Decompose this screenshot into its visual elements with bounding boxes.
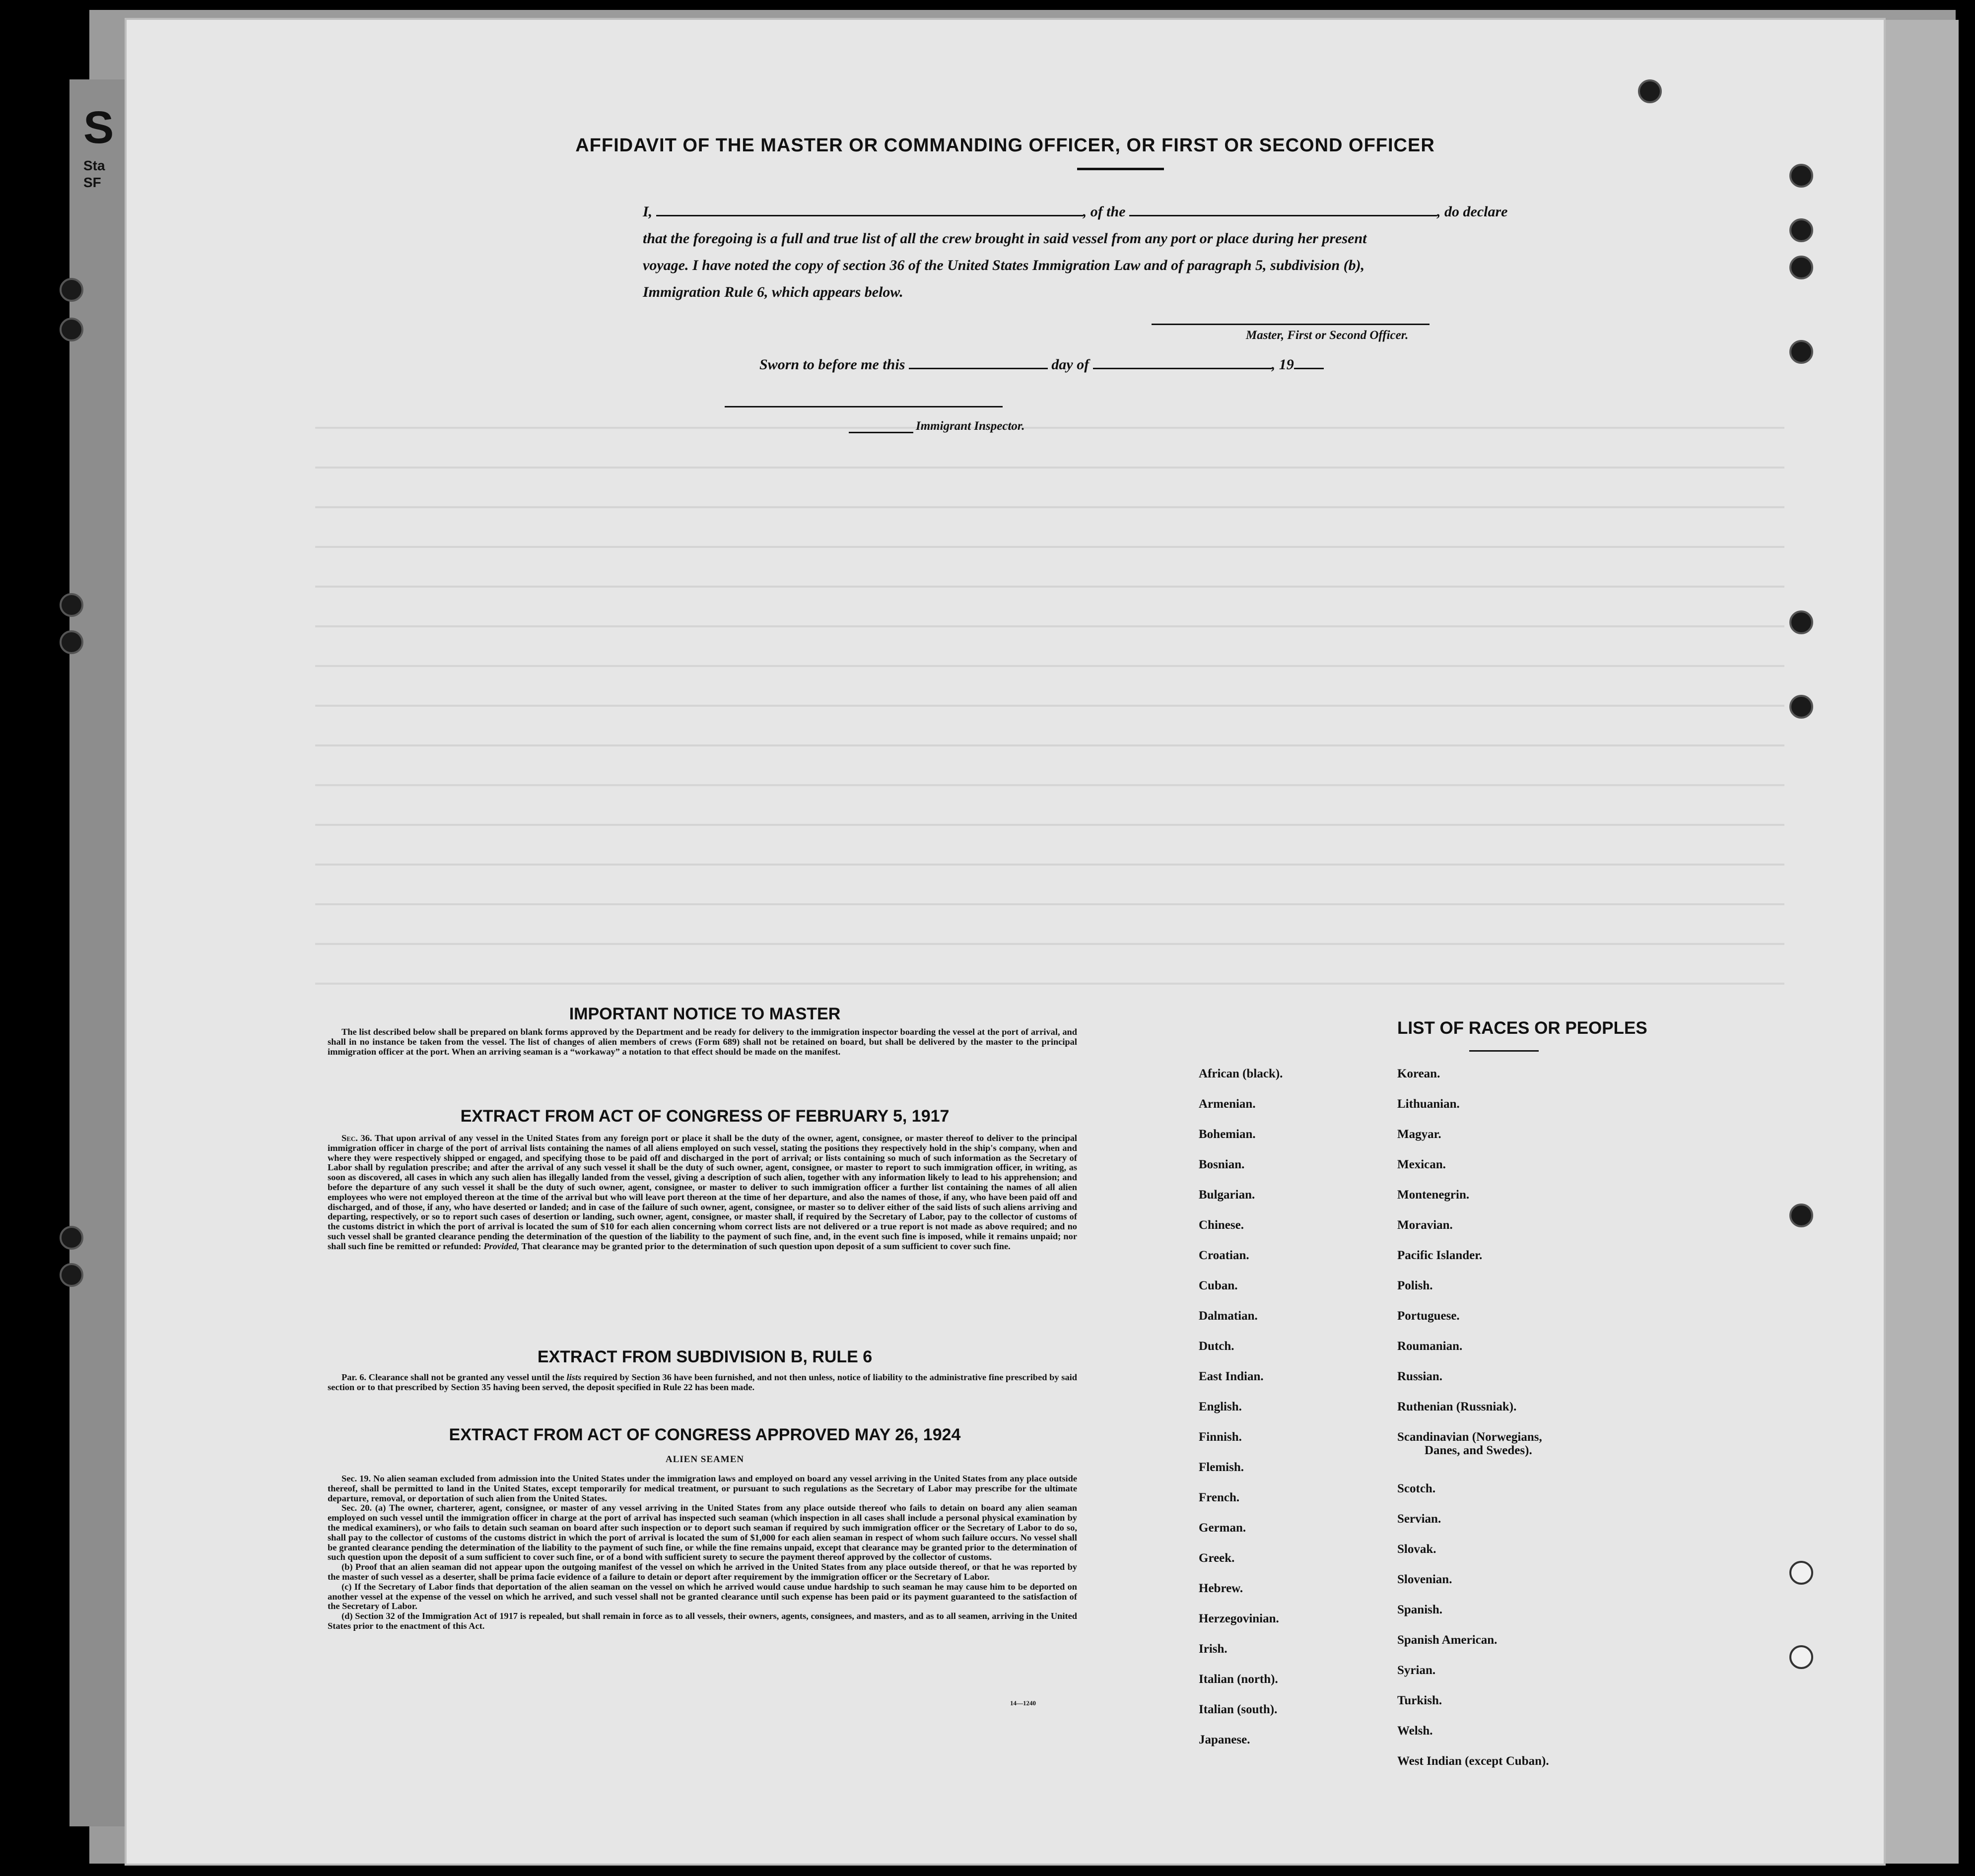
race-item: Italian (south). xyxy=(1199,1703,1278,1716)
race-item: Irish. xyxy=(1199,1642,1227,1656)
race-item: Roumanian. xyxy=(1397,1340,1463,1353)
race-item: French. xyxy=(1199,1491,1240,1504)
race-item: Dutch. xyxy=(1199,1340,1234,1353)
race-item: Chinese. xyxy=(1199,1218,1244,1232)
race-item: Pacific Islander. xyxy=(1397,1249,1483,1262)
race-item: Scandinavian (Norwegians, xyxy=(1397,1430,1542,1444)
binder-hole xyxy=(1789,1645,1813,1669)
extract-1917-title: EXTRACT FROM ACT OF CONGRESS OF FEBRUARY 5, 1917 xyxy=(460,1107,950,1126)
race-item: Bohemian. xyxy=(1199,1128,1256,1141)
sworn-line xyxy=(759,351,1405,378)
binder-hole xyxy=(60,630,83,654)
affidavit-title: AFFIDAVIT OF THE MASTER OR COMMANDING OFFICER, OR FIRST OR SECOND OFFICER xyxy=(575,135,1435,156)
race-item: East Indian. xyxy=(1199,1370,1264,1383)
sec19-text: Sec. 19. No alien seaman excluded from admission into the United States under the immigration laws and employed on board any vessel arriving in the United States from any place outside thereof, shall be permitted to land in the United States, except temporarily for medical treatment, or pursuant to such regulations as the Secretary of Labor may prescribe for the ultimate departure, removal, or deportation of such alien from the United States. xyxy=(328,1474,1077,1503)
race-item: West Indian (except Cuban). xyxy=(1397,1754,1549,1768)
sworn-day-blank[interactable] xyxy=(909,354,1048,369)
race-item: Japanese. xyxy=(1199,1733,1250,1746)
declaration-line-3: voyage. I have noted the copy of section 36 of the United States Immigration Law and of paragraph 5, subdivision (b), xyxy=(643,257,1365,273)
races-rule xyxy=(1469,1050,1539,1052)
race-item: Spanish American. xyxy=(1397,1633,1498,1647)
race-item: German. xyxy=(1199,1521,1246,1535)
binder-hole xyxy=(60,1226,83,1250)
provided-word: Provided, xyxy=(483,1241,520,1251)
race-item: Russian. xyxy=(1397,1370,1443,1383)
race-item: Magyar. xyxy=(1397,1128,1441,1141)
race-item: Hebrew. xyxy=(1199,1582,1243,1595)
binder-hole xyxy=(1789,695,1813,719)
race-item: Greek. xyxy=(1199,1551,1235,1565)
binder-hole xyxy=(1789,164,1813,188)
race-item: Montenegrin. xyxy=(1397,1188,1470,1202)
sec36-label: Sec. 36. xyxy=(341,1133,372,1143)
race-item: Cuban. xyxy=(1199,1279,1238,1292)
inspector-dash xyxy=(849,432,913,433)
sec20c-text: (c) If the Secretary of Labor finds that deportation of the alien seaman on the vessel on which he arrived would cause undue hardship to such seaman he may cause him to be deported on another vessel at the expense of the vessel on which he arrived, and such vessel shall not be granted clearance until such expense has been paid or its payment guaranteed to the satisfaction of the Secretary of Labor. xyxy=(328,1581,1077,1611)
form-number: 14—1240 xyxy=(1010,1699,1036,1707)
declaration-line-1 xyxy=(643,199,1596,225)
vessel-blank[interactable] xyxy=(1129,201,1437,216)
bleed-through-rows xyxy=(127,20,1884,1012)
binder-hole xyxy=(1638,79,1662,103)
race-item: Flemish. xyxy=(1199,1461,1244,1474)
race-item: Herzegovinian. xyxy=(1199,1612,1279,1625)
declaration-line-4: Immigration Rule 6, which appears below. xyxy=(643,284,903,300)
race-item: Moravian. xyxy=(1397,1218,1453,1232)
race-item: Servian. xyxy=(1397,1512,1441,1526)
master-signature-label: Master, First or Second Officer. xyxy=(1246,329,1409,342)
races-title: LIST OF RACES OR PEOPLES xyxy=(1397,1018,1647,1038)
declaration-line-2: that the foregoing is a full and true list of all the crew brought in said vessel from any port or place during her present xyxy=(643,230,1367,247)
sworn-month-blank[interactable] xyxy=(1093,354,1272,369)
extract-1917-text xyxy=(328,1134,1077,1252)
extract-rule6-text xyxy=(328,1373,1077,1393)
declaration-i: I, xyxy=(643,203,653,220)
rule6-text-b: required by Section 36 have been furnished, and not then unless, notice of liability to the administrative fine prescribed by said section or to that prescribed by Section 35 having been served, the deposit specified in Rule 22 has been made. xyxy=(328,1372,1077,1392)
rule6-text-a: Par. 6. Clearance shall not be granted any vessel until the xyxy=(341,1372,564,1382)
race-item: Armenian. xyxy=(1199,1097,1256,1111)
race-item: Italian (north). xyxy=(1199,1673,1278,1686)
sworn-day-of: day of xyxy=(1051,356,1090,373)
binder-hole xyxy=(1789,1204,1813,1227)
race-item: Danes, and Swedes). xyxy=(1425,1444,1532,1457)
rule6-lists-word: lists xyxy=(566,1372,582,1382)
race-item: Dalmatian. xyxy=(1199,1309,1258,1323)
binder-hole xyxy=(60,593,83,617)
binder-hole xyxy=(1789,340,1813,364)
inspector-signature-line[interactable] xyxy=(725,406,1003,407)
binder-hole xyxy=(60,278,83,302)
race-item: Portuguese. xyxy=(1397,1309,1460,1323)
race-item: Scotch. xyxy=(1397,1482,1436,1495)
sworn-year-blank[interactable] xyxy=(1294,354,1324,369)
race-item: Welsh. xyxy=(1397,1724,1433,1738)
declaration-declare: , do declare xyxy=(1437,203,1508,220)
sec20a-text: Sec. 20. (a) The owner, charterer, agent, consignee, or master of any vessel arriving in the United States from any place outside thereof who fails to detain on board any alien seaman employed on such vessel until the immigration officer in charge at the port of arrival has inspected such seaman (which inspection in all cases shall include a personal physical examination by the medical examiners), or who fails to detain such seaman on board after such inspection or to deport such seaman if required by such immigration officer or the Secretary of Labor to do so, shall pay to the collector of customs of the customs district in which the port of arrival is located the sum of $1,000 for each alien seaman in respect of whom such failure occurs. No vessel shall be granted clearance pending the determination of the liability to the payment of such fine, or while the fine remains unpaid, except that clearance may be granted prior to the determination of such question upon the deposit of a sum sufficient to cover such fine, or of a bond with sufficient surety to secure the payment thereof approved by the collector of customs. xyxy=(328,1503,1077,1562)
sec20b-text: (b) Proof that an alien seaman did not appear upon the outgoing manifest of the vessel on which he arrived in the United States from any place outside thereof, or that he was reported by the master of such vessel as a deserter, shall be prima facie evidence of a failure to detain or deport after requirement by the immigration officer or the Secretary of Labor. xyxy=(328,1562,1077,1582)
race-item: Bulgarian. xyxy=(1199,1188,1255,1202)
inspector-signature-label: Immigrant Inspector. xyxy=(916,419,1025,433)
name-blank[interactable] xyxy=(656,201,1083,216)
margin-fragment-2: SF xyxy=(83,175,101,190)
race-item: Croatian. xyxy=(1199,1249,1249,1262)
margin-letter: S xyxy=(83,102,114,153)
binder-hole xyxy=(1789,256,1813,279)
race-item: English. xyxy=(1199,1400,1242,1413)
race-item: Slovak. xyxy=(1397,1542,1436,1556)
title-rule xyxy=(1077,168,1164,170)
race-item: Finnish. xyxy=(1199,1430,1242,1444)
notice-title: IMPORTANT NOTICE TO MASTER xyxy=(569,1005,841,1023)
race-item: Ruthenian (Russniak). xyxy=(1397,1400,1517,1413)
race-item: Spanish. xyxy=(1397,1603,1443,1616)
race-item: Syrian. xyxy=(1397,1664,1436,1677)
sworn-text: Sworn to before me this xyxy=(759,356,905,373)
race-item: Turkish. xyxy=(1397,1694,1442,1707)
binder-hole xyxy=(60,1263,83,1287)
sworn-year: , 19 xyxy=(1271,356,1294,373)
race-item: Bosnian. xyxy=(1199,1158,1245,1171)
extract-rule6-title: EXTRACT FROM SUBDIVISION B, RULE 6 xyxy=(537,1347,873,1366)
binder-hole xyxy=(1789,218,1813,242)
extract-1924-title: EXTRACT FROM ACT OF CONGRESS APPROVED MAY 26, 1924 xyxy=(449,1425,961,1444)
extract-1924-text xyxy=(328,1474,1077,1631)
margin-fragment-1: Sta xyxy=(83,158,105,173)
manifest-page xyxy=(127,20,1884,1864)
race-item: Korean. xyxy=(1397,1067,1440,1080)
race-item: Slovenian. xyxy=(1397,1573,1452,1586)
binder-hole xyxy=(60,318,83,341)
binder-hole xyxy=(1789,610,1813,634)
notice-text xyxy=(328,1027,1077,1057)
binder-hole xyxy=(1789,1561,1813,1585)
race-item: African (black). xyxy=(1199,1067,1283,1080)
notice-paragraph: The list described below shall be prepared on blank forms approved by the Department and be ready for delivery to the immigration inspector boarding the vessel at the port of arrival, and shall in no instance be taken from the vessel. The list of changes of alien members of crews (Form 689) shall not be retained on board, but shall be delivered by the master to the principal immigration officer at the port. When an arriving seaman is a “workaway” a notation to that effect should be made on the manifest. xyxy=(328,1027,1077,1057)
race-item: Mexican. xyxy=(1397,1158,1446,1171)
sec20d-text: (d) Section 32 of the Immigration Act of 1917 is repealed, but shall remain in force as to all vessels, their owners, agents, consignees, and masters, and as to all seamen, arriving in the United States prior to the enactment of this Act. xyxy=(328,1611,1077,1631)
master-signature-line[interactable] xyxy=(1152,324,1430,325)
race-item: Lithuanian. xyxy=(1397,1097,1460,1111)
alien-seamen-subtitle: ALIEN SEAMEN xyxy=(665,1454,745,1465)
sec36-text: That upon arrival of any vessel in the United States from any foreign port or place it shall be the duty of the owner, agent, consignee, or master thereof to deliver to the principal immigration officer in charge of the port of arrival lists containing the names of all aliens employed on such vessel, stating the positions they respectively hold in the ship's company, when and where they were respectively shipped or engaged, and specifying those to be paid off and discharged in the port of arrival; or lists containing so much of such information as the Secretary of Labor shall by regulation prescribe; and after the arrival of any such vessel it shall be the duty of such owner, agent, consignee, or master to report to such immigration officer, in writing, as soon as discovered, all cases in which any such alien has illegally landed from the vessel, giving a description of such alien, together with any information likely to lead to his apprehension; and before the departure of any such vessel it shall be the duty of such owner, agent, consignee, or master to deliver to such immigration officer a further list containing the names of all alien employees who were not employed thereon at the time of the arrival but who will leave port thereon at the time of her departure, and also the names of those, if any, who have been paid off and discharged, and of those, if any, who have deserted or landed; and in case of the failure of such owner, agent, consignee, or master so to deliver either of the said lists of such aliens arriving and departing, respectively, or so to report such cases of desertion or landing, such owner, agent, consignee, or master shall, if required by the Secretary of Labor, pay to the collector of customs of the customs district in which the port of arrival is located the sum of $10 for each alien concerning whom correct lists are not delivered or a true report is not made as above required; and no such vessel shall be granted clearance pending the determination of the question of the liability to the payment of such fine, and, in the event such fine is imposed, while it remains unpaid; nor shall such fine be remitted or refunded: xyxy=(328,1133,1077,1251)
race-item: Polish. xyxy=(1397,1279,1433,1292)
sec36-text-end: That clearance may be granted prior to the determination of such question upon deposit of a sum sufficient to cover such fine. xyxy=(521,1241,1011,1251)
declaration-of-the: , of the xyxy=(1083,203,1126,220)
